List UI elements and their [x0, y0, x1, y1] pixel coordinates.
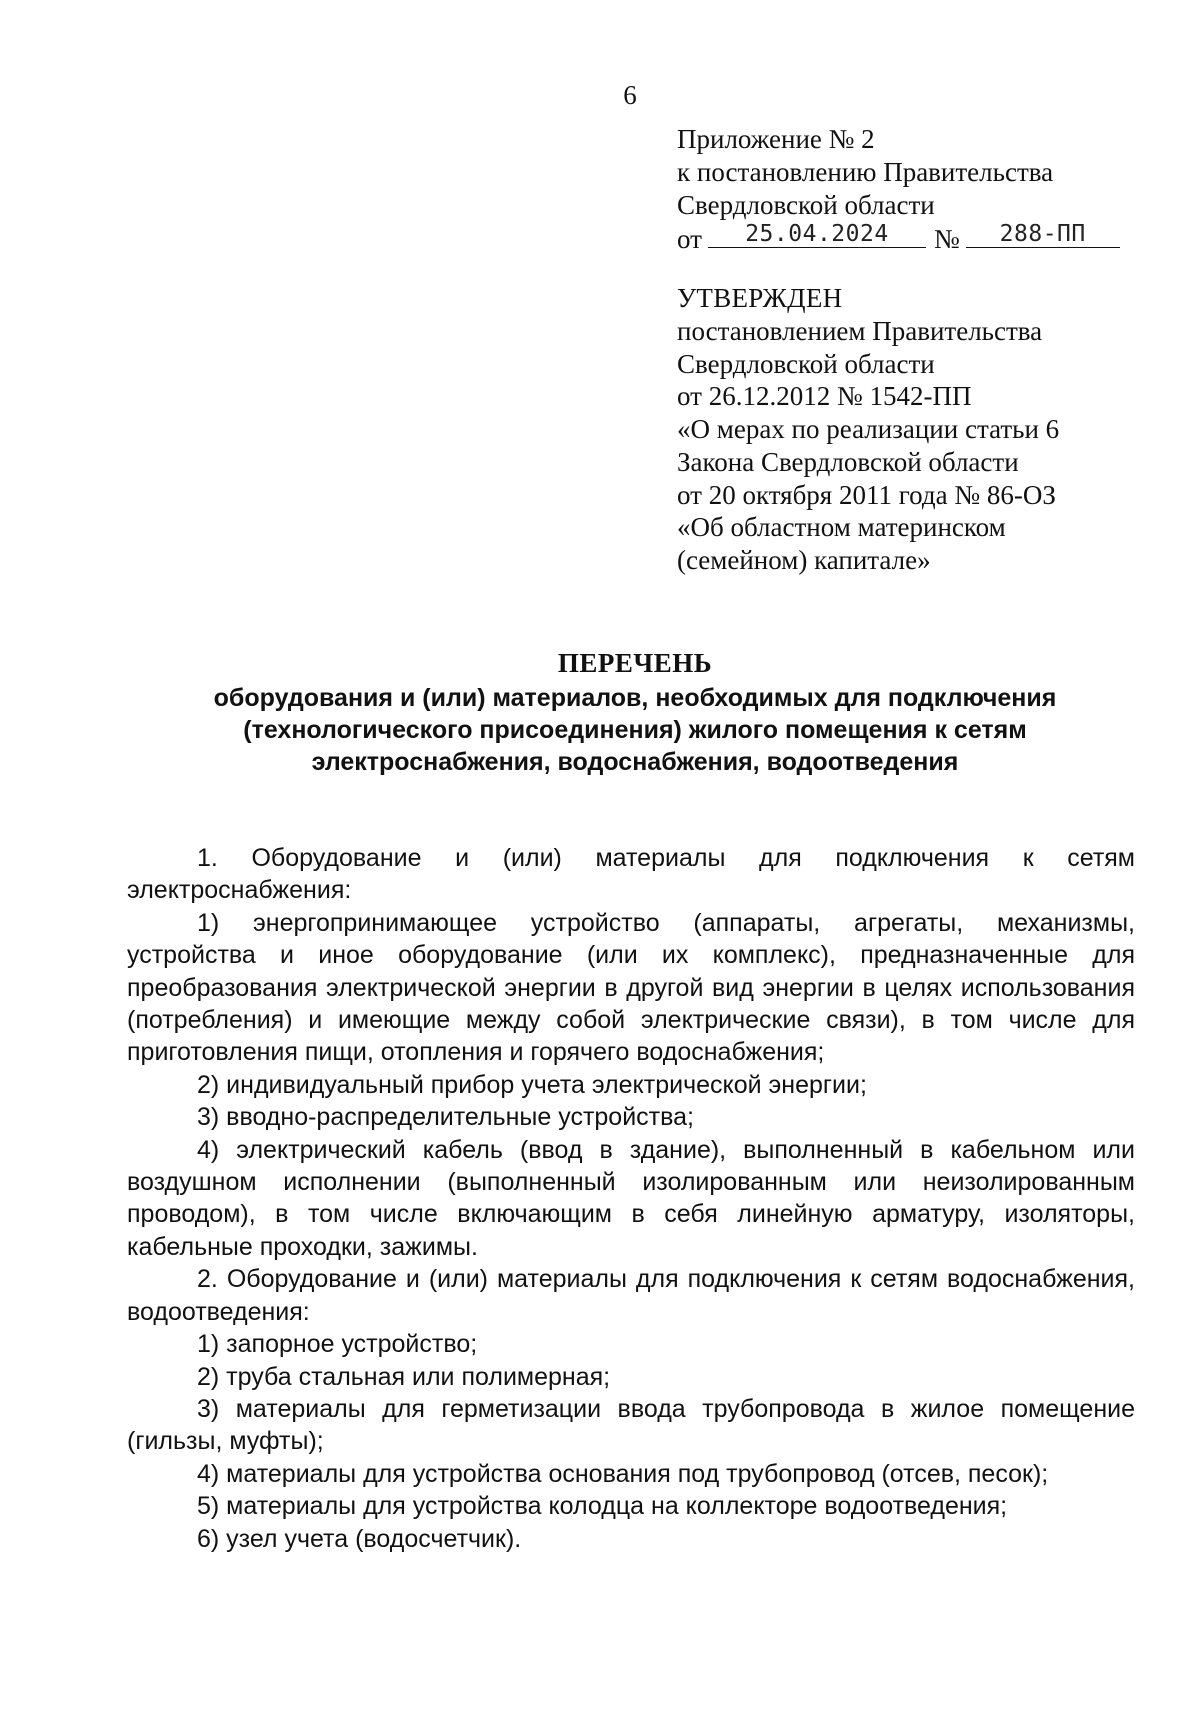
- approved-line: Свердловской области: [677, 348, 935, 379]
- approved-line: (семейном) капитале»: [677, 544, 931, 575]
- list-item: 4) электрический кабель (ввод в здание), выполненный в кабельном или воздушном исполнении (выполненный изолированным или неизолированным проводом), в том числе включающим в себя линейную арматуру, изоляторы, кабельные проходки, зажимы.: [127, 1135, 1135, 1261]
- list-item: 2) индивидуальный прибор учета электрической энергии;: [197, 1070, 867, 1099]
- document-body: [127, 842, 1135, 1555]
- approved-line: «Об областном материнском: [677, 512, 1006, 543]
- document-title-block: [140, 646, 1130, 778]
- number-field: [966, 222, 1120, 248]
- list-item: 6) узел учета (водосчетчик).: [197, 1524, 522, 1553]
- document-subtitle-line: (технологического присоединения) жилого помещения к сетям: [243, 716, 1027, 744]
- number-value: 288-ПП: [999, 221, 1086, 247]
- section-heading-water: 2. Оборудование и (или) материалы для подключения к сетям водоснабжения, водоотведения:: [127, 1265, 1135, 1326]
- list-item: 2) труба стальная или полимерная;: [197, 1362, 611, 1391]
- document-title: ПЕРЕЧЕНЬ: [557, 648, 713, 678]
- date-field: [708, 222, 926, 248]
- appendix-resolution-line: к постановлению Правительства: [677, 157, 1054, 187]
- approved-heading: УТВЕРЖДЕН: [677, 283, 843, 313]
- list-item: 1) энергопринимающее устройство (аппараты, агрегаты, механизмы, устройства и иное оборудование (или их комплекс), предназначенные для преобразования электрической энергии в другой вид энергии в целях использования (потребления) и имеющие между собой электрические связи), в том числе для приготовления пищи, отопления и горячего водоснабжения;: [127, 908, 1135, 1067]
- approved-line: «О мерах по реализации статьи 6: [677, 414, 1060, 445]
- number-label: №: [933, 224, 960, 254]
- approved-line: от 26.12.2012 № 1542-ПП: [677, 381, 972, 412]
- approved-line: от 20 октября 2011 года № 86-ОЗ: [677, 479, 1056, 510]
- list-item: 5) материалы для устройства колодца на коллекторе водоотведения;: [197, 1492, 1008, 1521]
- document-subtitle-line: электроснабжения, водоснабжения, водоотведения: [311, 748, 959, 776]
- date-value: 25.04.2024: [745, 221, 889, 247]
- from-label: от: [677, 224, 702, 254]
- approved-line: Закона Свердловской области: [677, 446, 1019, 477]
- page-number: 6: [623, 80, 637, 110]
- appendix-date-number-line: [677, 222, 1147, 256]
- section-heading-electricity: 1. Оборудование и (или) материалы для подключения к сетям электроснабжения:: [127, 844, 1135, 905]
- list-item: 3) вводно-распределительные устройства;: [197, 1103, 694, 1132]
- appendix-title: Приложение № 2: [677, 124, 875, 154]
- list-item: 1) запорное устройство;: [197, 1330, 478, 1359]
- appendix-region-line: Свердловской области: [677, 190, 935, 220]
- approved-block: [677, 281, 1147, 577]
- list-item: 3) материалы для герметизации ввода трубопровода в жилое помещение (гильзы, муфты);: [127, 1394, 1135, 1456]
- list-item: 4) материалы для устройства основания под трубопровод (отсев, песок);: [197, 1459, 1049, 1488]
- approved-line: постановлением Правительства: [677, 316, 1043, 346]
- document-subtitle-line: оборудования и (или) материалов, необходимых для подключения: [213, 684, 1057, 712]
- appendix-block: [677, 123, 1147, 256]
